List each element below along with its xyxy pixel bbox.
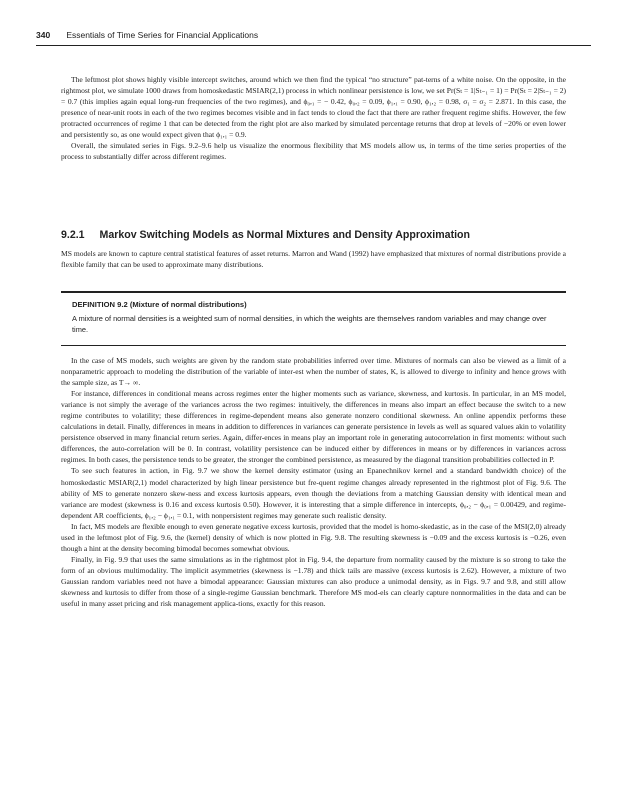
intro-paragraph-2: Overall, the simulated series in Figs. 9.2–9.6 help us visualize the enormous flexibility that MS models allow us, in terms of the time series properties of the process to substantially differ across different regimes. <box>61 141 566 162</box>
section-intro <box>61 248 566 270</box>
definition-box <box>61 291 566 346</box>
definition-text: A mixture of normal densities is a weighted sum of normal densities, in which the weights are themselves random variables and may change over time. <box>72 314 547 334</box>
page-header <box>36 30 591 44</box>
main-paragraph-2: For instance, differences in conditional means across regimes enter the higher moments such as variance, skewness, and kurtosis. In particular, in an MS model, variance is not simply the average of the variances across the two regimes: intuitively, the differences in means also impart an effect because the switch to a new regime contributes to volatility; these differences in regime-dependent means also generate nonzero conditional skewness. An online appendix performs these calculations in detail. Finally, differences in means in addition to differences in variances can generate persistence in levels as well as squared values akin to volatility persistence observed in many financial return series. Again, differ-ences in means play an important role in generating autocorrelation in first moments: without such differences, the auto-correlation will be 0. In contrast, volatility persistence can be induced either by differences in means or by differences in variances across regimes. In both cases, the persistence tends to be greater, the stronger the combined persistence, as measured by the diagonal transition probabilities collected in P. <box>61 389 566 465</box>
section-number: 9.2.1 <box>61 229 85 241</box>
intro-paragraph-1: The leftmost plot shows highly visible intercept switches, around which we then find the typical “no structure” pat-terns of a white noise. On the opposite, in the rightmost plot, we simulate 1000 draws from homoskedastic MSIAR(2,1) process in which nonlinear persistence is low, we set Pr(Sₜ = 1|Sₜ₋₁ = 1) = Pr(Sₜ = 2|Sₜ₋₁ = 2) = 0.7 (this implies again equal long-run frequencies of the two regimes), and ϕ₀,₁ = − 0.42, ϕ₀,₂ = 0.09, ϕ₁,₁ = 0.90, ϕ₁,₂ = 0.98, σ₁ = σ₂ = 2.871. In this case, the presence of near-unit roots in each of the two regimes becomes visible and in fact tends to cloud the fact that there are rather frequent regime shifts. However, the few protracted occurrences of regime 1 that can be detected from the right plot are also marked by simulated percentage returns that drop at levels of −20% or even lower and persistently so, as one would expect given that ϕ₁,₁ = 0.9. <box>61 75 566 140</box>
header-rule <box>36 45 591 46</box>
definition-title <box>72 300 247 309</box>
section-intro-paragraph: MS models are known to capture central statistical features of asset returns. Marron and Wand (1992) have emphasized that mixtures of normal distributions provide a flexible family that can be used to approximate many distributions. <box>61 249 566 270</box>
main-paragraph-3: To see such features in action, in Fig. 9.7 we show the kernel density estimator (using an Epanechnikov kernel and a standard bandwidth choice) of the homoskedastic MSIAR(2,1) model characterized by high linear persistence but fre-quent regime changes already represented in the rightmost plot of Fig. 9.6. The ability of MS to generate nonzero skew-ness and excess kurtosis appears, even though the deviations from a matching Gaussian density with identical mean and variance are modest (skewness is 0.16 and excess kurtosis 0.50). However, it is interesting that a simple difference in intercepts, ϕ₀,₂ − ϕ₀,₁ = 0.00429, and regime-dependent AR coefficients, ϕ₁,₂ − ϕ₁,₁ = 0.1, with nonpersistent regimes may generate such realistic density. <box>61 466 566 520</box>
section-heading <box>61 229 566 241</box>
definition-name: (Mixture of normal distributions) <box>129 300 247 309</box>
main-paragraph-5: Finally, in Fig. 9.9 that uses the same simulations as in the rightmost plot in Fig. 9.4, the departure from normality caused by the mixture is so strong to take the form of an obvious multimodality. The implicit asymmetries (skewness is −1.78) and thick tails are massive (excess kurtosis is 2.62). However, a mixture of two Gaussian random variables need not have a bimodal appearance: Gaussian mixtures can also produce a unimodal density, as in Figs. 9.7 and 9.8, and still allow skewness and kurtosis to differ from those of a single-regime Gaussian benchmark. Therefore MS mod-els can clearly capture nonnormalities in the data and can be useful in many asset pricing and risk management applica-tions, exactly for this reason. <box>61 554 566 609</box>
main-paragraph-4: In fact, MS models are flexible enough to even generate negative excess kurtosis, provided that the model is homo-skedastic, as in the case of the MSI(2,0) already used in the leftmost plot of Fig. 9.6, the (kernel) density of which is now plotted in Fig. 9.8. The resulting skewness is −0.09 and the excess kurtosis is −0.26, even though a hint at the density becoming bimodal becomes somewhat obvious. <box>61 521 566 553</box>
main-text <box>61 355 566 609</box>
running-title: Essentials of Time Series for Financial Applications <box>66 30 259 40</box>
main-paragraph-1: In the case of MS models, such weights are given by the random state probabilities inferred over time. Mixtures of normals can also be viewed as a limit of a nonparametric approach to modeling the distribution of the variable of inter-est when the number of states, K, is allowed to diverge to infinity and hence grows with the sample size, as T→ ∞. <box>61 356 566 388</box>
definition-label: DEFINITION 9.2 <box>72 300 128 309</box>
section-title: Markov Switching Models as Normal Mixtures and Density Approximation <box>99 229 470 241</box>
intro-text <box>61 74 566 162</box>
page-number: 340 <box>36 30 51 40</box>
